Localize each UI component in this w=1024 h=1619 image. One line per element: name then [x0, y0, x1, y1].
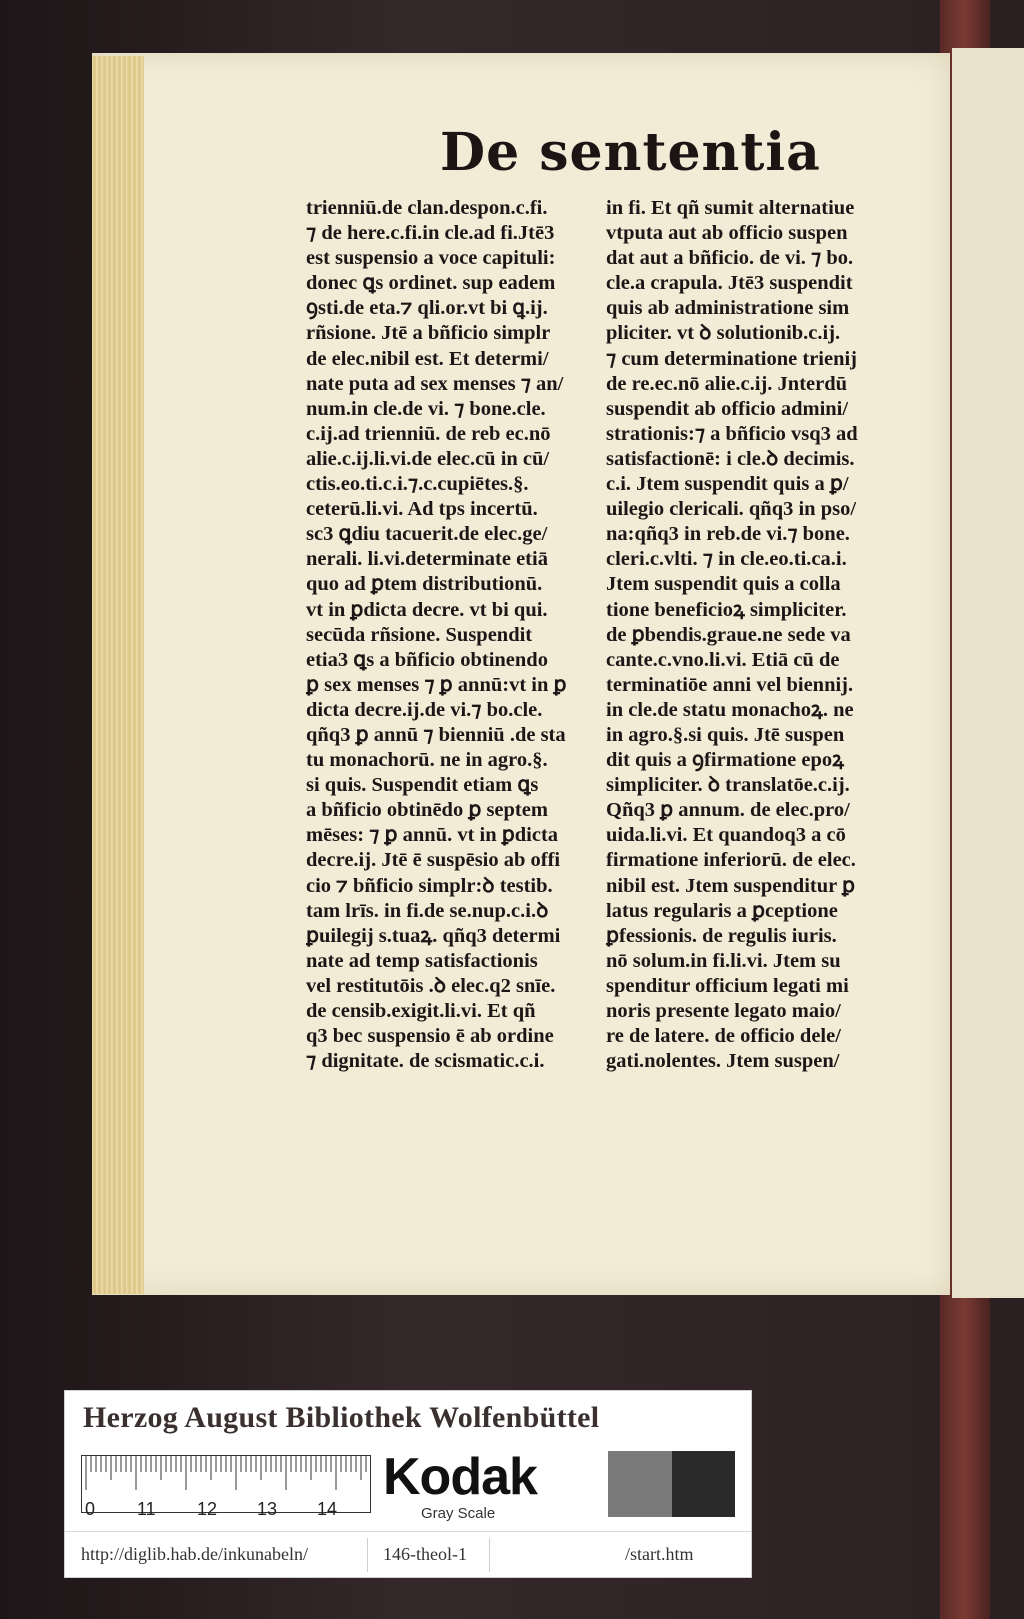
text-line: Qñq3 ꝑ annum. de elec.pro/ — [606, 799, 850, 822]
text-line: ꝑ sex menses ⁊ ꝑ annū:vt in ꝑ — [306, 673, 567, 696]
text-line: cleri.c.vlti. ⁊ in cle.eo.ti.ca.i. — [606, 548, 847, 571]
text-line: satisfactionē: i cle.ꝺ decimis. — [606, 447, 855, 470]
text-line: tu monachorū. ne in agro.§. — [306, 749, 548, 772]
url-prefix: http://diglib.hab.de/inkunabeln/ — [81, 1544, 308, 1564]
text-line: ⁊ dignitate. de scismatic.c.i. — [306, 1050, 545, 1073]
ruler-number: 13 — [257, 1499, 278, 1519]
text-line: suspendit ab officio admini/ — [606, 397, 849, 420]
text-line: ꝯsti.de eta.⁊ qli.or.vt bi ꝗ.ij. — [306, 297, 548, 320]
text-line: etia3 ꝗs a bñficio obtinendo — [306, 648, 548, 671]
text-line: firmatione inferiorū. de elec. — [606, 849, 856, 872]
text-line: c.i. Jtem suspendit quis a ꝑ/ — [606, 473, 849, 496]
text-line: ceterū.li.vi. Ad tps incertū. — [306, 498, 538, 521]
text-line: na:qñq3 in reb.de vi.⁊ bone. — [606, 523, 850, 546]
text-line: re de latere. de officio dele/ — [606, 1025, 841, 1048]
divider — [367, 1538, 368, 1572]
text-line: vt in ꝑdicta decre. vt bi qui. — [306, 598, 548, 621]
text-line: spenditur officium legati mi — [606, 974, 849, 997]
gray-swatch — [545, 1451, 608, 1517]
text-line: donec ꝗs ordinet. sup eadem — [306, 272, 556, 295]
text-line: num.in cle.de vi. ⁊ bone.cle. — [306, 397, 546, 420]
text-line: trienniū.de clan.despon.c.fi. — [306, 197, 548, 219]
text-line: de ꝑbendis.graue.ne sede va — [606, 623, 851, 646]
text-line: latus regularis a ꝑceptione — [606, 899, 838, 922]
text-line: nibil est. Jtem suspenditur ꝑ — [606, 874, 855, 897]
ruler-number: 0 — [85, 1499, 96, 1519]
divider — [489, 1538, 490, 1572]
text-line: pliciter. vt ꝺ solutionib.c.ij. — [606, 322, 841, 345]
text-line: dicta decre.ij.de vi.⁊ bo.cle. — [306, 698, 543, 721]
text-line: strationis:⁊ a bñficio vsq3 ad — [606, 422, 858, 445]
library-title: Herzog August Bibliothek Wolfenbüttel — [83, 1401, 600, 1434]
text-line: vtputa aut ab officio suspen — [606, 222, 848, 245]
text-line: gati.nolentes. Jtem suspen/ — [606, 1050, 840, 1073]
text-line: cle.a crapula. Jtē3 suspendit — [606, 272, 853, 295]
text-line: mēses: ⁊ ꝑ annū. vt in ꝑdicta — [306, 824, 559, 847]
gray-swatch — [608, 1451, 671, 1517]
text-line: cio ⁊ bñficio simplr:ꝺ testib. — [306, 874, 553, 897]
text-line: decre.ij. Jtē ē suspēsio ab offi — [306, 849, 561, 872]
gray-scale-text: Gray Scale — [421, 1505, 496, 1522]
text-line: nō solum.in fi.li.vi. Jtem su — [606, 949, 841, 972]
text-line: uilegio clericali. qñq3 in pso/ — [606, 498, 857, 521]
url-suffix: /start.htm — [625, 1544, 694, 1564]
text-line: noris presente legato maio/ — [606, 1000, 841, 1022]
text-line: de censib.exigit.li.vi. Et qñ — [306, 1000, 536, 1022]
text-line: sc3 ꝗdiu tacuerit.de elec.ge/ — [306, 523, 548, 546]
text-line: qñq3 ꝑ annū ⁊ bienniū .de sta — [306, 723, 566, 746]
text-line: tam lrīs. in fi.de se.nup.c.i.ꝺ — [306, 899, 549, 922]
text-line: q3 bec suspensio ē ab ordine — [306, 1025, 554, 1048]
kodak-logo: Kodak — [383, 1448, 537, 1506]
text-line: si quis. Suspendit etiam ꝗs — [306, 774, 539, 797]
text-line: ctis.eo.ti.c.i.⁊.c.cupiētes.§. — [306, 473, 529, 496]
text-line: nate puta ad sex menses ⁊ an/ — [306, 372, 564, 395]
text-line: est suspensio a voce capituli: — [306, 247, 556, 270]
library-label-card — [64, 1390, 752, 1578]
facing-page-edge — [952, 48, 1024, 1298]
ruler-number: 14 — [317, 1499, 338, 1519]
label-footer — [65, 1531, 751, 1578]
text-line: uida.li.vi. Et quandoq3 a cō — [606, 824, 846, 847]
text-line: vel restitutōis .ꝺ elec.q2 snīe. — [306, 974, 556, 997]
page-heading: De sententia — [440, 122, 821, 183]
text-line: cante.c.vno.li.vi. Etiā cū de — [606, 648, 840, 671]
page-edge-stack — [92, 56, 144, 1294]
text-line: de elec.nibil est. Et determi/ — [306, 347, 549, 370]
gray-swatch — [672, 1451, 735, 1517]
ruler-ticks — [82, 1456, 370, 1496]
text-column-right — [606, 196, 896, 1074]
text-line: ⁊ cum determinatione trienij — [606, 347, 858, 370]
text-line: dat aut a bñficio. de vi. ⁊ bo. — [606, 247, 854, 270]
text-line: nate ad temp satisfactionis — [306, 949, 538, 972]
text-line: in agro.§.si quis. Jtē suspen — [606, 723, 845, 746]
text-line: alie.c.ij.li.vi.de elec.cū in cū/ — [306, 447, 550, 470]
ruler-numbers — [79, 1499, 379, 1523]
ruler-number: 12 — [197, 1499, 218, 1519]
text-line: rñsione. Jtē a bñficio simplr — [306, 322, 551, 345]
text-line: quis ab administratione sim — [606, 297, 850, 320]
text-column-left — [306, 196, 582, 1074]
gray-scale-swatches — [545, 1451, 735, 1517]
text-line: ꝑfessionis. de regulis iuris. — [606, 924, 837, 947]
text-line: secūda rñsione. Suspendit — [306, 623, 533, 646]
text-line: ꝑuilegij s.tuaꝝ. qñq3 determi — [306, 924, 561, 947]
text-line: quo ad ꝑtem distributionū. — [306, 573, 543, 596]
text-line: ⁊ de here.c.fi.in cle.ad fi.Jtē3 — [306, 222, 555, 245]
text-line: in fi. Et qñ sumit alternatiue — [606, 197, 855, 219]
ruler-number: 11 — [137, 1499, 156, 1519]
text-line: in cle.de statu monachoꝝ. ne — [606, 698, 854, 721]
text-line: de re.ec.nō alie.c.ij. Jnterdū — [606, 372, 848, 395]
text-line: a bñficio obtinēdo ꝑ septem — [306, 799, 548, 822]
text-line: c.ij.ad trienniū. de reb ec.nō — [306, 422, 551, 445]
text-line: terminatiōe anni vel biennij. — [606, 673, 854, 696]
text-line: nerali. li.vi.determinate etiā — [306, 548, 548, 571]
text-line: tione beneficioꝝ simpliciter. — [606, 598, 847, 621]
shelfmark: 146-theol-1 — [383, 1544, 467, 1564]
text-line: dit quis a ꝯfirmatione epoꝝ — [606, 749, 845, 772]
text-line: Jtem suspendit quis a colla — [606, 573, 841, 596]
text-line: simpliciter. ꝺ translatōe.c.ij. — [606, 774, 850, 797]
